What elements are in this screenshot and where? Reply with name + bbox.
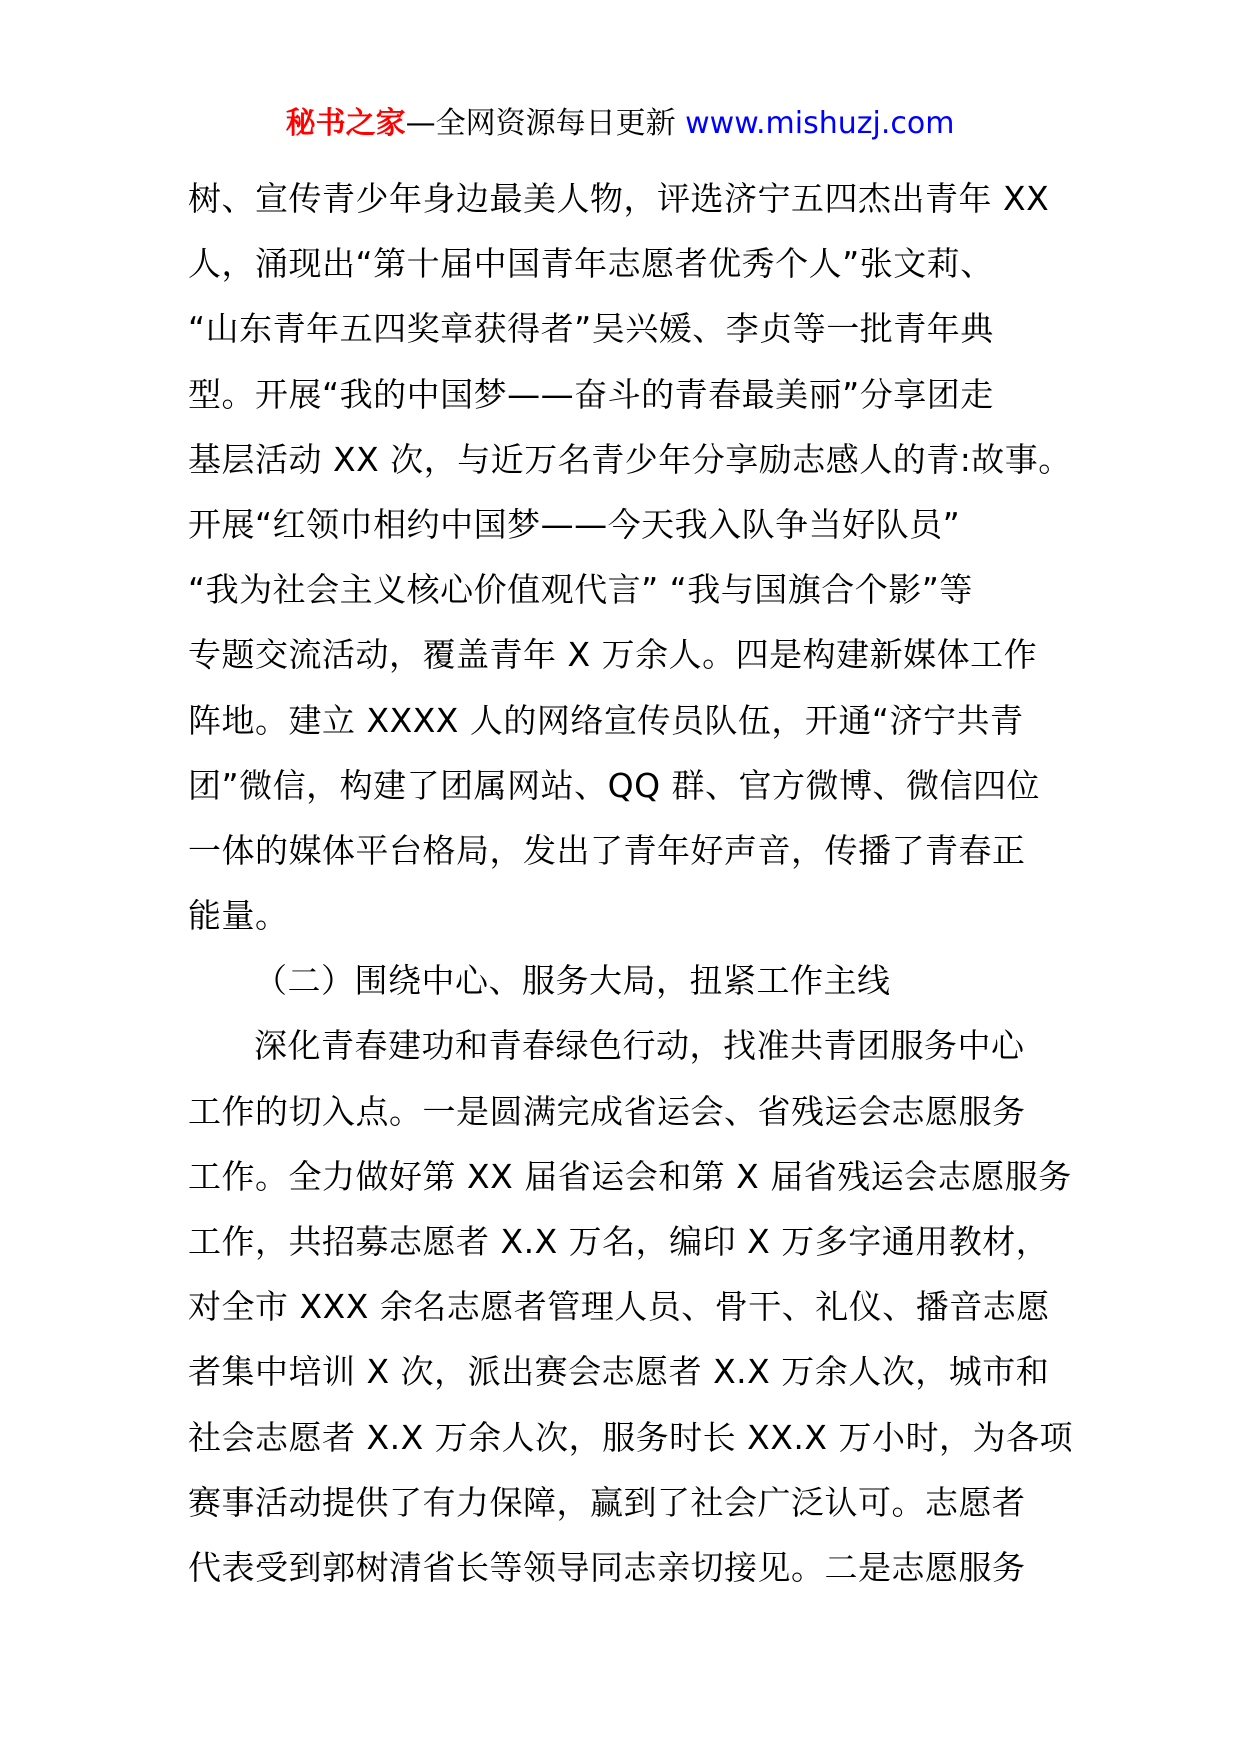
text-line: 对全市 XXX 余名志愿者管理人员、骨干、礼仪、播音志愿	[188, 1287, 1050, 1327]
text-line: 能量。	[188, 896, 289, 936]
text-line: 开展“红领巾相约中国梦——今天我入队争当好队员”	[188, 504, 961, 544]
text-line: 代表受到郭树清省长等领导同志亲切接见。二是志愿服务	[188, 1547, 1026, 1587]
text-line: 团”微信，构建了团属网站、QQ 群、官方微博、微信四位	[188, 765, 1041, 805]
brand-name: 秘书之家	[285, 106, 406, 141]
text-line: 者集中培训 X 次，派出赛会志愿者 X.X 万余人次，城市和	[188, 1352, 1050, 1392]
document-body	[188, 166, 1073, 1600]
page-header	[0, 101, 1240, 147]
paragraph-start: 深化青春建功和青春绿色行动，找准共青团服务中心	[254, 1026, 1025, 1066]
section-heading: （二）围绕中心、服务大局，扭紧工作主线	[254, 961, 891, 1001]
text-line: 一体的媒体平台格局，发出了青年好声音，传播了青春正	[188, 830, 1026, 870]
text-line: 赛事活动提供了有力保障，赢到了社会广泛认可。志愿者	[188, 1482, 1026, 1522]
text-line: 工作的切入点。一是圆满完成省运会、省残运会志愿服务	[188, 1091, 1026, 1131]
header-tagline: —全网资源每日更新	[405, 106, 676, 141]
text-line: “我为社会主义核心价值观代言” “我与国旗合个影”等	[188, 570, 973, 610]
text-line: 树、宣传青少年身边最美人物，评选济宁五四杰出青年 XX	[188, 179, 1050, 218]
text-line: 阵地。建立 XXXX 人的网络宣传员队伍，开通“济宁共青	[188, 700, 1024, 740]
text-line: 工作。全力做好第 XX 届省运会和第 X 届省残运会志愿服务	[188, 1156, 1072, 1196]
text-line: “山东青年五四奖章获得者”吴兴媛、李贞等一批青年典	[188, 309, 994, 349]
website-link[interactable]: www.mishuzj.com	[685, 106, 955, 141]
text-line: 专题交流活动，覆盖青年 X 万余人。四是构建新媒体工作	[188, 635, 1038, 675]
text-line: 工作，共招募志愿者 X.X 万名，编印 X 万多字通用教材，	[188, 1222, 1050, 1261]
text-line: 人，涌现出“第十届中国青年志愿者优秀个人”张文莉、	[188, 244, 994, 284]
text-line: 型。开展“我的中国梦——奋斗的青春最美丽”分享团走	[188, 374, 994, 414]
text-line: 社会志愿者 X.X 万余人次，服务时长 XX.X 万小时，为各项	[188, 1417, 1073, 1457]
text-line: 基层活动 XX 次，与近万名青少年分享励志感人的青:故事。	[188, 439, 1072, 479]
